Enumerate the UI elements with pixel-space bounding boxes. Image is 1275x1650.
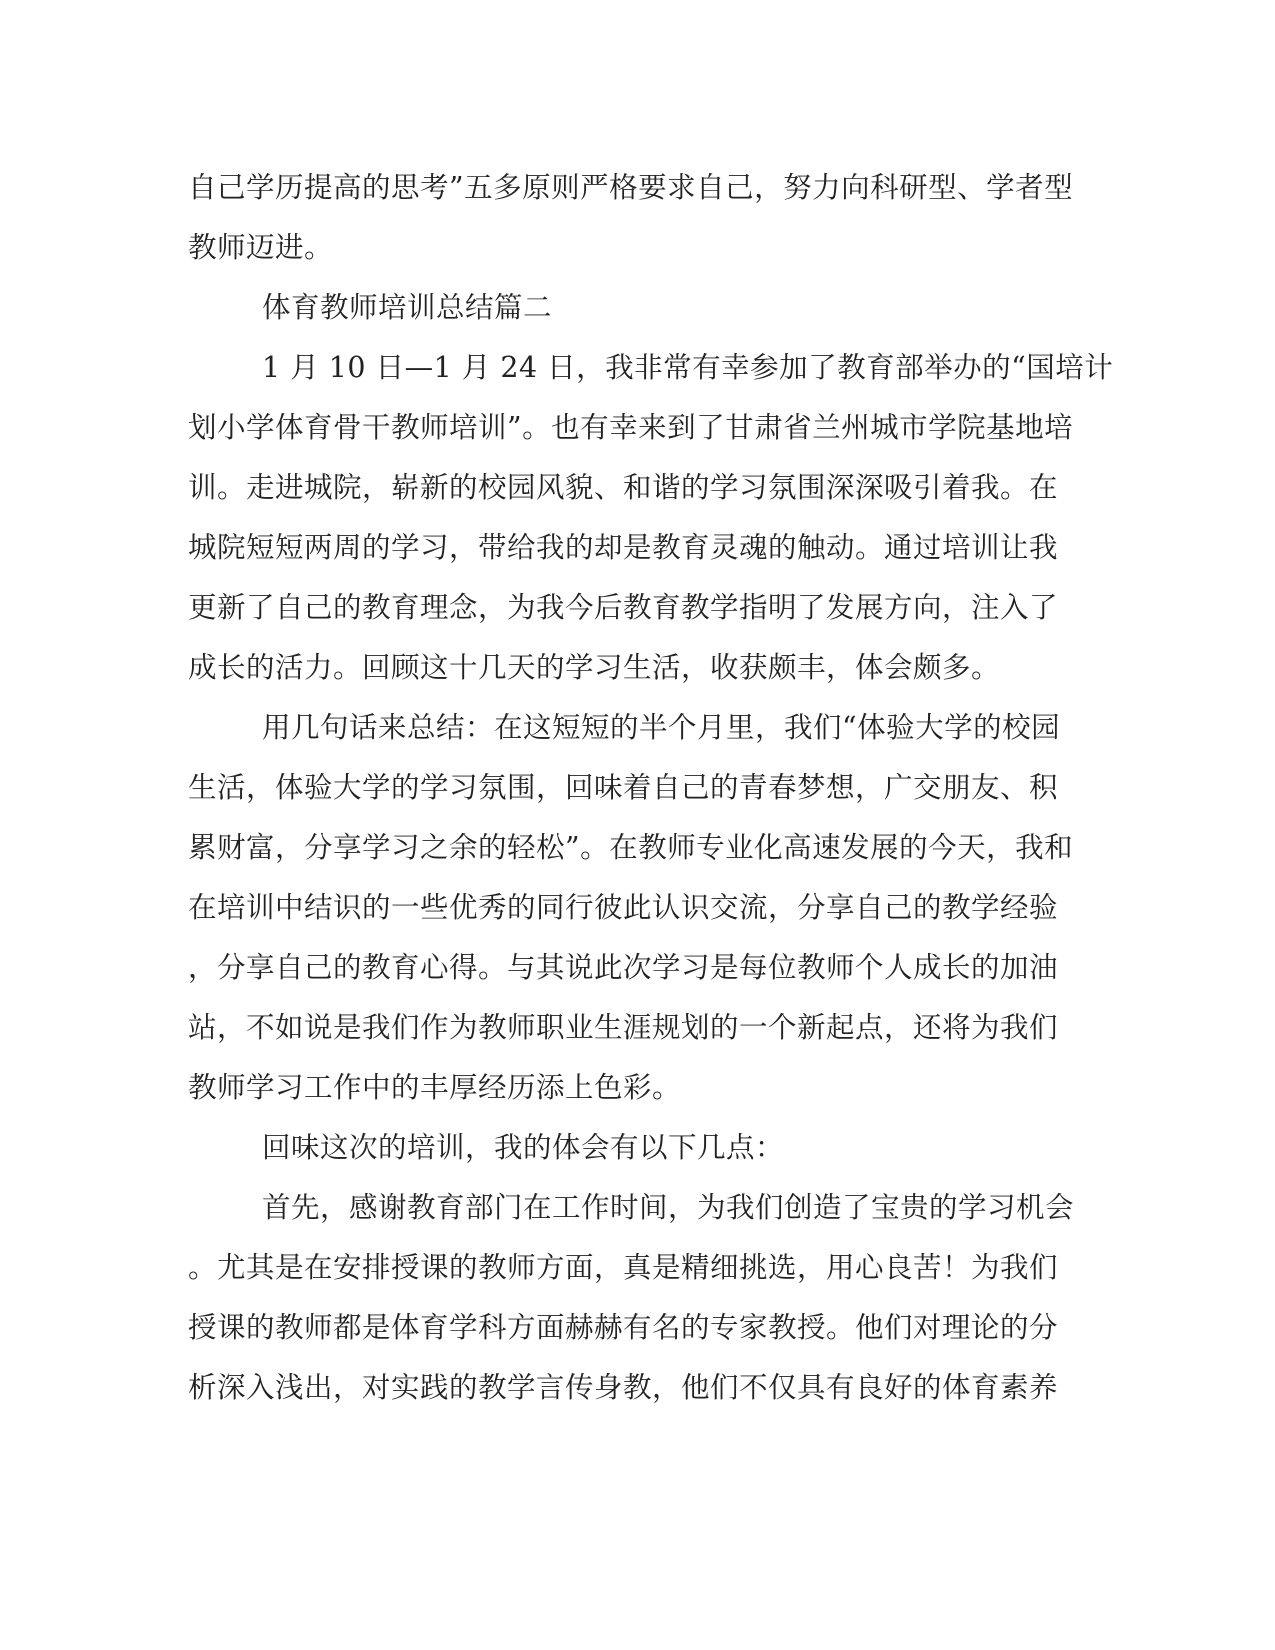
text-line: 授课的教师都是体育学科方面赫赫有名的专家教授。他们对理论的分 [188, 1311, 1059, 1344]
text-line: 回味这次的培训，我的体会有以下几点： [262, 1131, 785, 1164]
text-line: 在培训中结识的一些优秀的同行彼此认识交流，分享自己的教学经验 [188, 891, 1059, 924]
section-heading: 体育教师培训总结篇二 [262, 291, 553, 324]
text-line: 。尤其是在安排授课的教师方面，真是精细挑选，用心良苦！为我们 [188, 1251, 1059, 1284]
text-line: 析深入浅出，对实践的教学言传身教，他们不仅具有良好的体育素养 [188, 1371, 1059, 1404]
text-line: 教师学习工作中的丰厚经历添上色彩。 [188, 1071, 682, 1104]
text-line: 累财富，分享学习之余的轻松”。在教师专业化高速发展的今天，我和 [188, 831, 1074, 864]
text-line: 用几句话来总结：在这短短的半个月里，我们“体验大学的校园 [262, 711, 1061, 744]
text-line: 划小学体育骨干教师培训”。也有幸来到了甘肃省兰州城市学院基地培 [188, 411, 1074, 444]
text-line: 成长的活力。回顾这十几天的学习生活，收获颇丰，体会颇多。 [188, 651, 1001, 684]
text-line: 生活，体验大学的学习氛围，回味着自己的青春梦想，广交朋友、积 [188, 771, 1059, 804]
text-line: 训。走进城院，崭新的校园风貌、和谐的学习氛围深深吸引着我。在 [188, 471, 1059, 504]
text-line: 自己学历提高的思考”五多原则严格要求自己，努力向科研型、学者型 [188, 171, 1074, 204]
text-line: 教师迈进。 [188, 231, 334, 264]
text-line: 更新了自己的教育理念，为我今后教育教学指明了发展方向，注入了 [188, 591, 1059, 624]
text-line: 1 月 10 日—1 月 24 日，我非常有幸参加了教育部举办的“国培计 [262, 351, 1114, 384]
document-body [188, 158, 1114, 1418]
text-line: 首先，感谢教育部门在工作时间，为我们创造了宝贵的学习机会 [262, 1191, 1075, 1224]
text-line: ，分享自己的教育心得。与其说此次学习是每位教师个人成长的加油 [188, 951, 1059, 984]
text-line: 城院短短两周的学习，带给我的却是教育灵魂的触动。通过培训让我 [188, 531, 1059, 564]
text-line: 站，不如说是我们作为教师职业生涯规划的一个新起点，还将为我们 [188, 1011, 1059, 1044]
